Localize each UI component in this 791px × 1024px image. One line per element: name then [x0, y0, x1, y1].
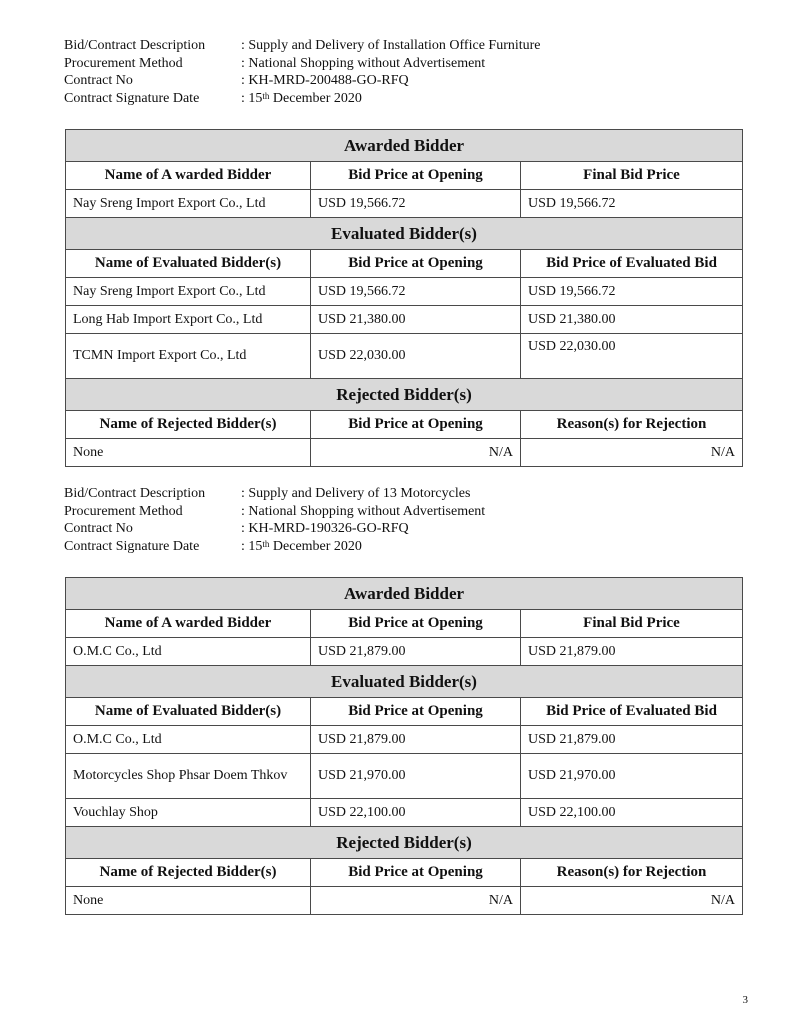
evaluated-name: TCMN Import Export Co., Ltd [66, 334, 311, 379]
date-ordinal: th [262, 538, 270, 549]
evaluated-opening-price: USD 22,100.00 [311, 799, 521, 827]
signature-date-value [241, 538, 362, 556]
description-value: : Supply and Delivery of 13 Motorcycles [241, 486, 471, 501]
rejected-opening-price: N/A [311, 439, 521, 467]
evaluated-name: O.M.C Co., Ltd [66, 726, 311, 754]
evaluated-name: Motorcycles Shop Phsar Doem Thkov [66, 754, 311, 799]
contract-1-meta [64, 37, 541, 107]
awarded-name: Nay Sreng Import Export Co., Ltd [66, 190, 311, 218]
col-bid-price-opening: Bid Price at Opening [311, 162, 521, 190]
col-final-bid-price: Final Bid Price [521, 162, 743, 190]
method-label: Procurement Method [64, 55, 183, 71]
rejected-section-title: Rejected Bidder(s) [66, 827, 743, 859]
description-label: Bid/Contract Description [64, 486, 206, 501]
contract-no-label: Contract No [64, 521, 133, 536]
evaluated-section-title: Evaluated Bidder(s) [66, 218, 743, 250]
col-bid-price-opening: Bid Price at Opening [311, 411, 521, 439]
col-bid-price-opening: Bid Price at Opening [311, 610, 521, 638]
date-month-year: December 2020 [269, 538, 362, 554]
evaluated-opening-price: USD 21,970.00 [311, 754, 521, 799]
evaluated-section-title: Evaluated Bidder(s) [66, 666, 743, 698]
rejected-row [66, 887, 743, 915]
col-bid-price-evaluated: Bid Price of Evaluated Bid [521, 698, 743, 726]
rejected-section-title: Rejected Bidder(s) [66, 379, 743, 411]
evaluated-row [66, 306, 743, 334]
evaluated-column-headers [66, 250, 743, 278]
awarded-final-price: USD 21,879.00 [521, 638, 743, 666]
col-rejected-name: Name of Rejected Bidder(s) [66, 859, 311, 887]
awarded-final-price: USD 19,566.72 [521, 190, 743, 218]
col-reason: Reason(s) for Rejection [521, 859, 743, 887]
col-awarded-name: Name of A warded Bidder [66, 162, 311, 190]
contract-no-row [64, 72, 541, 90]
awarded-name: O.M.C Co., Ltd [66, 638, 311, 666]
page-number: 3 [742, 994, 748, 1006]
contract-no-row [64, 520, 485, 538]
evaluated-name: Nay Sreng Import Export Co., Ltd [66, 278, 311, 306]
rejected-reason: N/A [521, 439, 743, 467]
awarded-row [66, 638, 743, 666]
contract-no-value: : KH-MRD-190326-GO-RFQ [241, 521, 409, 536]
evaluated-section-header [66, 666, 743, 698]
date-day: : 15 [241, 90, 263, 106]
awarded-column-headers [66, 610, 743, 638]
contract-1-bidders-table [65, 129, 743, 467]
evaluated-row [66, 334, 743, 379]
description-row [64, 37, 541, 55]
awarded-section-header [66, 130, 743, 162]
signature-date-row [64, 538, 485, 556]
description-value: : Supply and Delivery of Installation Office Furniture [241, 38, 541, 53]
description-row [64, 485, 485, 503]
rejected-column-headers [66, 859, 743, 887]
signature-date-label: Contract Signature Date [64, 538, 200, 554]
description-label: Bid/Contract Description [64, 38, 206, 53]
evaluated-opening-price: USD 22,030.00 [311, 334, 521, 379]
evaluated-row [66, 799, 743, 827]
evaluated-bid-price: USD 21,380.00 [521, 306, 743, 334]
date-day: : 15 [241, 538, 263, 554]
col-bid-price-opening: Bid Price at Opening [311, 859, 521, 887]
rejected-row [66, 439, 743, 467]
col-evaluated-name: Name of Evaluated Bidder(s) [66, 250, 311, 278]
rejected-opening-price: N/A [311, 887, 521, 915]
col-awarded-name: Name of A warded Bidder [66, 610, 311, 638]
method-row [64, 55, 541, 73]
awarded-row [66, 190, 743, 218]
evaluated-row [66, 278, 743, 306]
rejected-name: None [66, 439, 311, 467]
col-rejected-name: Name of Rejected Bidder(s) [66, 411, 311, 439]
awarded-opening-price: USD 21,879.00 [311, 638, 521, 666]
evaluated-bid-price: USD 21,970.00 [521, 754, 743, 799]
evaluated-bid-price: USD 19,566.72 [521, 278, 743, 306]
rejected-name: None [66, 887, 311, 915]
signature-date-label: Contract Signature Date [64, 90, 200, 106]
col-bid-price-evaluated: Bid Price of Evaluated Bid [521, 250, 743, 278]
awarded-section-title: Awarded Bidder [66, 578, 743, 610]
contract-2-bidders-table [65, 577, 743, 915]
method-label: Procurement Method [64, 503, 183, 519]
evaluated-column-headers [66, 698, 743, 726]
contract-no-label: Contract No [64, 73, 133, 88]
method-value: : National Shopping without Advertisement [241, 503, 486, 519]
evaluated-bid-price: USD 21,879.00 [521, 726, 743, 754]
rejected-section-header [66, 379, 743, 411]
evaluated-bid-price: USD 22,030.00 [521, 334, 743, 379]
date-ordinal: th [262, 90, 270, 101]
awarded-section-header [66, 578, 743, 610]
evaluated-row [66, 726, 743, 754]
date-month-year: December 2020 [269, 90, 362, 106]
awarded-section-title: Awarded Bidder [66, 130, 743, 162]
contract-2-meta [64, 485, 485, 555]
col-bid-price-opening: Bid Price at Opening [311, 698, 521, 726]
evaluated-row [66, 754, 743, 799]
evaluated-section-header [66, 218, 743, 250]
evaluated-opening-price: USD 21,380.00 [311, 306, 521, 334]
col-final-bid-price: Final Bid Price [521, 610, 743, 638]
rejected-column-headers [66, 411, 743, 439]
method-value: : National Shopping without Advertisement [241, 55, 486, 71]
evaluated-opening-price: USD 21,879.00 [311, 726, 521, 754]
evaluated-bid-price: USD 22,100.00 [521, 799, 743, 827]
contract-no-value: : KH-MRD-200488-GO-RFQ [241, 73, 409, 88]
signature-date-value [241, 90, 362, 108]
rejected-reason: N/A [521, 887, 743, 915]
awarded-column-headers [66, 162, 743, 190]
evaluated-name: Vouchlay Shop [66, 799, 311, 827]
method-row [64, 503, 485, 521]
signature-date-row [64, 90, 541, 108]
rejected-section-header [66, 827, 743, 859]
awarded-opening-price: USD 19,566.72 [311, 190, 521, 218]
col-evaluated-name: Name of Evaluated Bidder(s) [66, 698, 311, 726]
evaluated-name: Long Hab Import Export Co., Ltd [66, 306, 311, 334]
col-bid-price-opening: Bid Price at Opening [311, 250, 521, 278]
col-reason: Reason(s) for Rejection [521, 411, 743, 439]
evaluated-opening-price: USD 19,566.72 [311, 278, 521, 306]
